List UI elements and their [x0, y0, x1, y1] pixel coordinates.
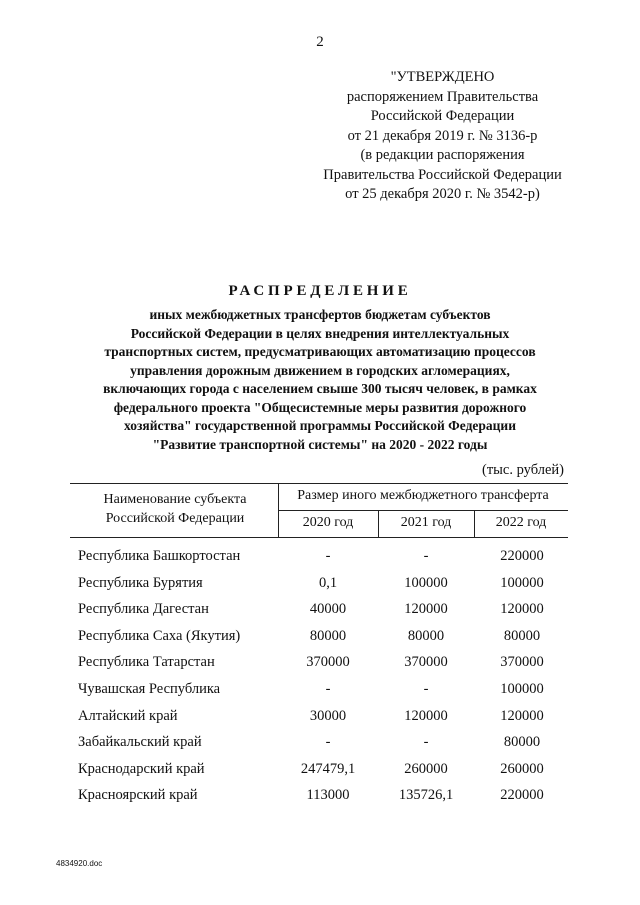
value-2020: -	[325, 680, 331, 697]
table-header-bottom-rule	[70, 537, 568, 538]
approval-line: "УТВЕРЖДЕНО	[390, 69, 495, 85]
subtitle-line: "Развитие транспортной системы" на 2020 - 2022 годы	[152, 436, 488, 452]
value-2022: 370000	[500, 654, 544, 671]
value-2022: 220000	[500, 548, 544, 564]
table-body	[0, 548, 640, 814]
value-2020: 30000	[309, 707, 347, 724]
table-row	[0, 681, 640, 708]
subtitle-line: хозяйства" государственной программы Российской Федерации	[124, 418, 516, 433]
year-header-2022: 2022 год	[495, 515, 547, 530]
document-subtitle	[70, 306, 570, 454]
value-2022: 260000	[500, 760, 544, 777]
table-row	[0, 761, 640, 788]
value-2020: 40000	[309, 601, 347, 618]
region-name: Республика Бурятия	[78, 574, 203, 591]
subtitle-line: управления дорожным движением в городских агломерациях,	[130, 362, 510, 378]
table-row	[0, 601, 640, 628]
value-2022: 120000	[500, 707, 544, 724]
table-row	[0, 548, 640, 575]
region-name: Республика Саха (Якутия)	[78, 627, 241, 644]
subtitle-line: иных межбюджетных трансфертов бюджетам субъектов	[149, 307, 491, 322]
value-2021: 120000	[404, 601, 448, 618]
table-row	[0, 708, 640, 735]
page-number: 2	[316, 34, 324, 50]
year-header-2021: 2021 год	[400, 515, 452, 530]
approval-line: от 25 декабря 2020 г. № 3542-р)	[345, 186, 540, 202]
value-2022: 220000	[500, 787, 544, 804]
document-title: РАСПРЕДЕЛЕНИЕ	[228, 283, 412, 299]
value-2022: 100000	[500, 680, 544, 697]
table-row	[0, 628, 640, 655]
value-2021: -	[423, 680, 429, 697]
subject-column-header	[72, 490, 278, 528]
region-name: Красноярский край	[78, 787, 198, 804]
value-2020: -	[325, 548, 331, 564]
years-divider	[278, 510, 568, 511]
value-2021: 80000	[407, 627, 445, 644]
value-2021: 100000	[404, 574, 448, 591]
region-name: Краснодарский край	[78, 760, 205, 777]
value-2021: -	[423, 548, 429, 564]
value-2020: 0,1	[318, 574, 338, 591]
amount-column-header: Размер иного межбюджетного трансферта	[297, 488, 549, 503]
value-2021: 120000	[404, 707, 448, 724]
subtitle-line: транспортных систем, предусматривающих автоматизацию процессов	[104, 344, 536, 359]
subject-header-line: Российской Федерации	[105, 511, 245, 526]
region-name: Республика Башкортостан	[78, 548, 241, 564]
value-2022: 120000	[500, 601, 544, 618]
subject-header-line: Наименование субъекта	[103, 492, 247, 507]
subtitle-line: Российской Федерации в целях внедрения интеллектуальных	[130, 325, 510, 341]
table-row	[0, 575, 640, 602]
region-name: Республика Дагестан	[78, 601, 209, 618]
table-top-rule	[70, 483, 568, 484]
units-label: (тыс. рублей)	[482, 462, 564, 478]
approval-line: распоряжением Правительства	[346, 88, 539, 105]
value-2021: 260000	[404, 760, 448, 777]
approval-line: Правительства Российской Федерации	[323, 166, 562, 183]
value-2020: 370000	[306, 654, 350, 671]
value-2022: 100000	[500, 574, 544, 591]
region-name: Чувашская Республика	[78, 680, 221, 697]
value-2021: 370000	[404, 654, 448, 671]
value-2020: 247479,1	[300, 760, 356, 777]
value-2022: 80000	[503, 627, 541, 644]
value-2020: -	[325, 734, 331, 751]
value-2020: 80000	[309, 627, 347, 644]
approval-line: от 21 декабря 2019 г. № 3136-р	[347, 127, 538, 144]
value-2022: 80000	[503, 734, 541, 751]
table-row	[0, 734, 640, 761]
approval-stamp	[300, 68, 585, 205]
approval-line: (в редакции распоряжения	[360, 147, 525, 163]
region-name: Алтайский край	[78, 707, 178, 724]
file-reference: 4834920.doc	[56, 859, 103, 868]
subtitle-line: включающих города с населением свыше 300 тысяч человек, в рамках	[103, 381, 537, 396]
value-2020: 113000	[306, 787, 350, 804]
year-header-2020: 2020 год	[302, 515, 354, 530]
subtitle-line: федерального проекта "Общесистемные меры развития дорожного	[113, 399, 527, 415]
table-row	[0, 787, 640, 814]
value-2021: 135726,1	[398, 787, 454, 804]
region-name: Забайкальский край	[78, 734, 202, 751]
region-name: Республика Татарстан	[78, 654, 215, 671]
table-row	[0, 654, 640, 681]
value-2021: -	[423, 734, 429, 751]
approval-line: Российской Федерации	[370, 108, 515, 124]
